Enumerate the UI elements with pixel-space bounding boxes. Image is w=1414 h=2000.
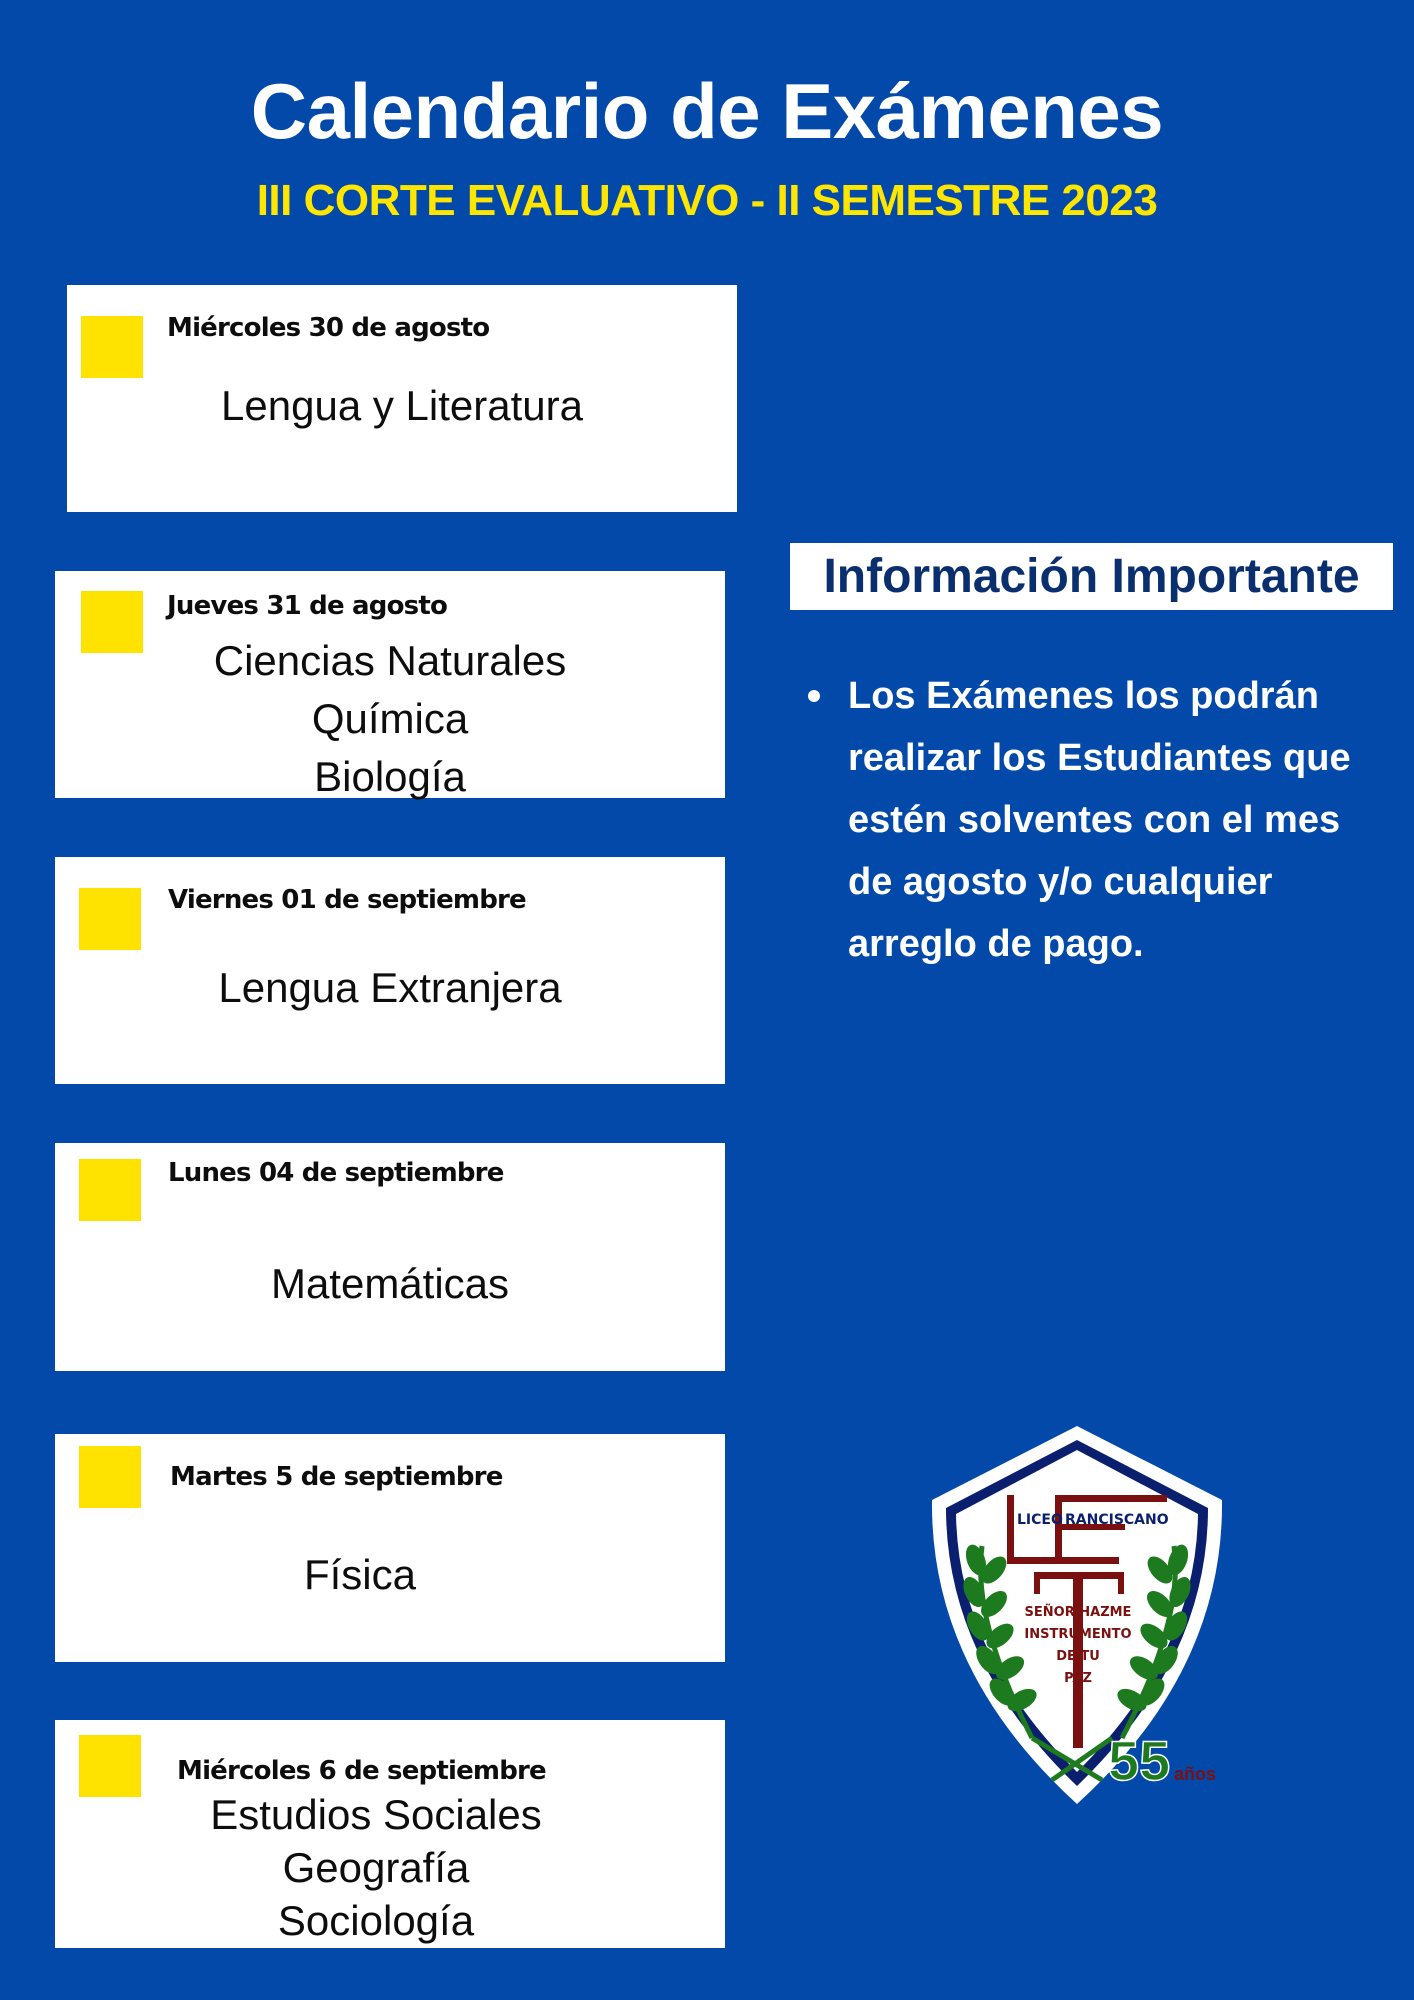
exam-subject: Lengua y Literatura [221,382,583,429]
info-list [800,665,1360,975]
exam-date: Viernes 01 de septiembre [168,885,526,915]
exam-card [67,285,737,512]
exam-date: Lunes 04 de septiembre [168,1158,504,1188]
logo-franciscano-text: RANCISCANO [1065,1512,1169,1528]
yellow-marker-icon [79,888,141,950]
exam-subject: Geografía [282,1844,470,1891]
exam-subject: Matemáticas [270,1260,510,1307]
info-item [800,665,1360,975]
yellow-marker-icon [79,1446,141,1508]
exam-subjects [55,632,725,806]
exam-subject: Física [303,1551,416,1598]
logo-motto-line: DE TU [1056,1649,1100,1664]
school-crest-logo [912,1420,1242,1810]
page-title: Calendario de Exámenes [250,67,1164,155]
exam-subject: Sociología [277,1897,475,1944]
exam-subject: Química [311,695,469,742]
info-line: Los Exámenes los podrán [848,675,1319,717]
logo-motto-line: PAZ [1064,1671,1092,1686]
yellow-marker-icon [81,316,143,378]
exam-subject: Estudios Sociales [210,1791,542,1838]
info-line: estén solventes con el mes [848,799,1341,841]
logo-anniversary-number: 55 [1108,1729,1171,1792]
exam-date: Martes 5 de septiembre [170,1462,503,1492]
exam-date: Jueves 31 de agosto [167,591,448,621]
yellow-marker-icon [79,1159,141,1221]
info-line: realizar los Estudiantes que [848,737,1351,779]
exam-card [55,1720,725,1948]
info-heading: Información Importante [790,543,1393,610]
exam-subjects [25,1546,695,1604]
bullet-icon [808,690,820,702]
logo-motto-line: SEÑOR HAZME [1024,1605,1132,1620]
exam-date: Miércoles 6 de septiembre [177,1756,546,1786]
exam-card [55,1143,725,1371]
exam-subjects [67,377,737,435]
exam-subject: Lengua Extranjera [218,964,562,1011]
exam-card [55,1434,725,1662]
info-line: arreglo de pago. [848,923,1144,965]
exam-card [55,571,725,798]
logo-motto-line: INSTRUMENTO [1024,1627,1132,1642]
exam-date: Miércoles 30 de agosto [167,313,490,343]
exam-subjects [41,1788,711,1947]
exam-subjects [55,959,725,1017]
exam-subjects [55,1255,725,1313]
exam-subject: Biología [314,753,466,800]
page-subtitle: III CORTE EVALUATIVO - II SEMESTRE 2023 [256,176,1158,225]
logo-liceo-text: LICEO [1017,1512,1063,1528]
exam-subject: Ciencias Naturales [213,637,567,684]
logo-anniversary-word: años [1174,1764,1217,1784]
exam-card [55,857,725,1084]
info-line: de agosto y/o cualquier [848,861,1273,903]
